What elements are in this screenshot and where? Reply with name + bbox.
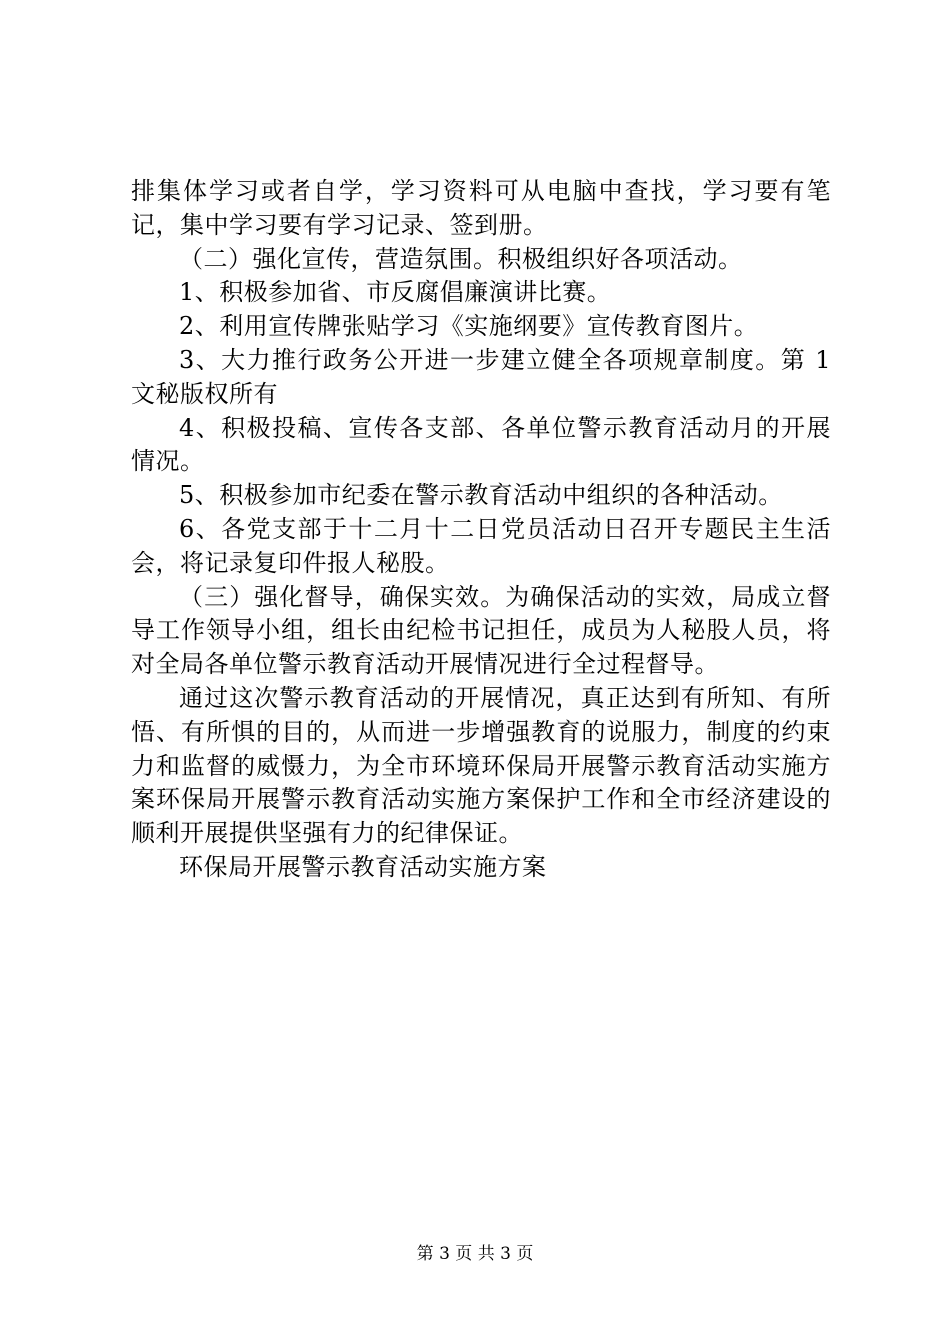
paragraph-item-2: 2、利用宣传牌张贴学习《实施纲要》宣传教育图片。 — [179, 312, 759, 341]
paragraph-continued: 排集体学习或者自学，学习资料可从电脑中查找，学习要有笔记，集中学习要有学习记录、签到册。 — [131, 177, 831, 239]
document-body — [131, 175, 831, 885]
paragraph-item-4: 4、积极投稿、宣传各支部、各单位警示教育活动月的开展情况。 — [131, 413, 831, 476]
paragraph-item-1: 1、积极参加省、市反腐倡廉演讲比赛。 — [179, 278, 612, 307]
paragraph-item-6: 6、各党支部于十二月十二日党员活动日召开专题民主生活会，将记录复印件报人秘股。 — [131, 514, 831, 577]
paragraph-item-5: 5、积极参加市纪委在警示教育活动中组织的各种活动。 — [179, 481, 783, 510]
paragraph-closing-title: 环保局开展警示教育活动实施方案 — [179, 852, 547, 881]
page-footer — [0, 1243, 950, 1265]
paragraph-conclusion: 通过这次警示教育活动的开展情况，真正达到有所知、有所悟、有所惧的目的，从而进一步增强教育的说服力，制度的约束力和监督的威慑力，为全市环境环保局开展警示教育活动实施方案环保局开展警示教育活动实施方案保护工作和全市经济建设的顺利开展提供坚强有力的纪律保证。 — [131, 683, 831, 848]
paragraph-section-three: （三）强化督导，确保实效。为确保活动的实效，局成立督导工作领导小组，组长由纪检书记担任，成员为人秘股人员，将对全局各单位警示教育活动开展情况进行全过程督导。 — [131, 582, 831, 679]
paragraph-item-3: 3、大力推行政务公开进一步建立健全各项规章制度。第 1 文秘版权所有 — [131, 345, 831, 408]
page-number-label: 第 3 页 共 3 页 — [416, 1244, 534, 1264]
paragraph-section-two-heading: （二）强化宣传，营造氛围。积极组织好各项活动。 — [179, 244, 743, 273]
